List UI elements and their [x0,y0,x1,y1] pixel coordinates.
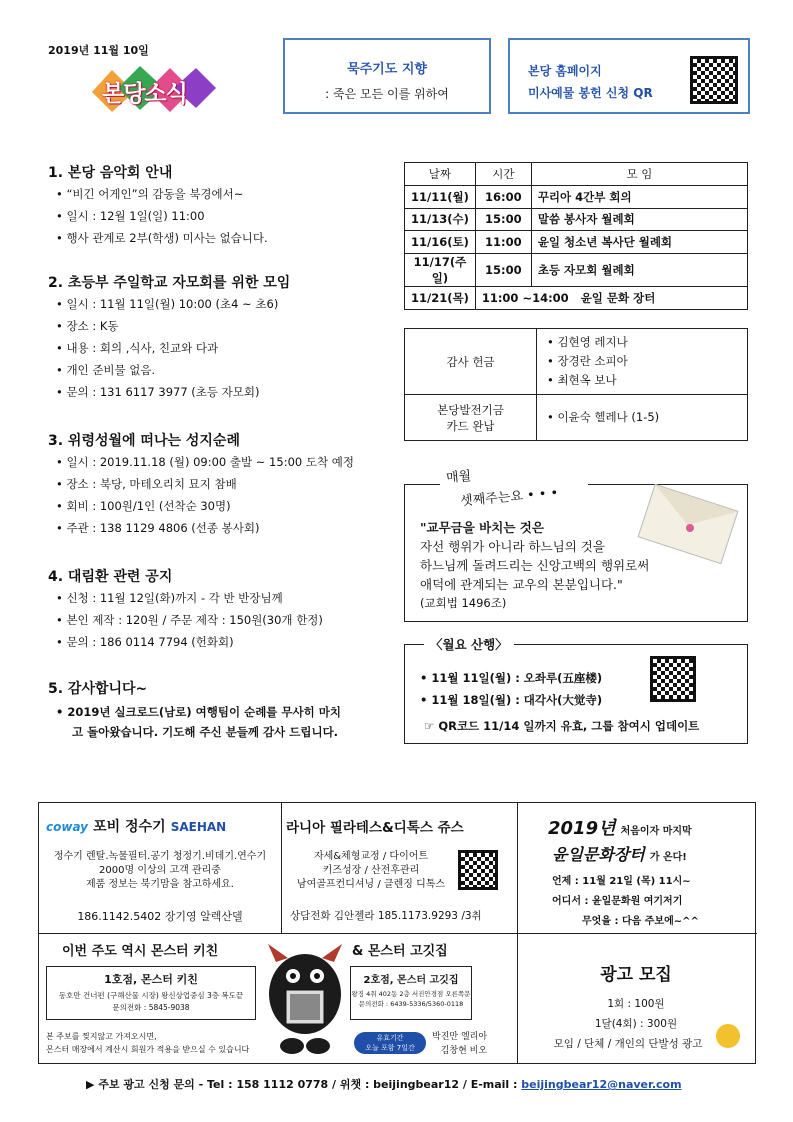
pilates-contact: 상담전화 김안젤라 185.1173.9293 /3취 [290,910,482,922]
tithe-heading-line2: 셋째주는요 • • • [459,485,559,510]
heart-icon [686,524,694,532]
coway-contact: 186.1142.5402 장기영 알렉산델 [77,910,243,923]
list-item: • 11월 18일(월) : 대각사(大觉寺) [420,693,603,707]
fund-names [537,395,748,441]
monster-title2: & 몬스터 고깃집 [352,944,448,959]
coway-desc [40,850,280,892]
quote-line: "교무금을 바치는 것은 [420,520,544,535]
monster-note-line: 본 주보를 찢지않고 가져오시면, [46,1032,157,1041]
list-item: • 일시 : 12월 1일(일) 11:00 [56,208,205,224]
recruit-title: 광고 모집 [600,965,672,985]
shop2-tel: 문의전화 : 6439-5336/5360-0118 [358,1000,464,1008]
section-title-thanks: 5. 감사합니다~ [48,681,148,697]
hiking-title: 〈월요 산행〉 [424,635,514,653]
homepage-line2: 미사예물 봉헌 신청 QR [528,86,653,100]
festival-when: 언제 : 11월 21일 (목) 11시~ [552,876,691,887]
table-header-row [405,163,748,186]
cell-time: 15:00 [475,254,531,287]
list-item: • 2019년 실크로드(남로) 여행팀이 순례를 무사히 마치 [56,704,341,720]
list-item: • 11월 11일(월) : 오좌루(五座楼) [420,671,603,685]
cell-date: 11/21(목) [405,287,476,310]
cell-meeting: 말씀 봉사자 월례회 [531,208,747,231]
thanks-table [404,328,748,441]
list-item: • 주관 : 138 1129 4806 (선종 봉사회) [56,520,259,536]
list-item: • 이윤숙 헬레나 (1-5) [547,410,660,424]
list-item: • 행사 관계로 2부(학생) 미사는 없습니다. [56,230,268,246]
monster-title1: 이번 주도 역시 몬스터 키친 [62,944,219,959]
footer-contact [86,1076,682,1092]
coway-line: 제품 정보는 북기맘을 참고하세요. [86,879,234,890]
list-item: • 장소 : K동 [56,318,119,334]
recruit-price2: 1달(4회) : 300원 [594,1018,678,1030]
festival-what: 무엇을 : 다음 주보에~^^ [582,916,699,927]
prayer-subtitle: : 죽은 모든 이를 위하여 [325,87,449,101]
list-item: • 일시 : 2019.11.18 (월) 09:00 출발 ~ 15:00 도착 예정 [56,454,354,470]
quote-line: 자선 행위가 아니라 하느님의 것을 [420,539,605,554]
list-item: • 내용 : 회의 ,식사, 친교와 다과 [56,340,218,356]
monster-note-line: 몬스터 매장에서 계산시 회원가 적용을 받으실 수 있습니다 [46,1045,250,1054]
monster-mascot-icon [262,944,348,1056]
list-item: • 회비 : 100원/1인 (선착순 30명) [56,498,231,514]
footer-email-link[interactable]: beijingbear12@naver.com [521,1078,682,1091]
shop2-name: 2호점, 몬스터 고깃집 [363,975,459,986]
cell-time: 11:00 ~14:00 [481,291,569,306]
shop1-name: 1호점, 몬스터 키친 [104,973,198,986]
bulletin-date: 2019년 11월 10일 [48,44,149,57]
validity-badge [354,1032,426,1054]
cell-date: 11/11(월) [405,185,476,208]
list-item: • “비긴 어게인”의 감동을 북경에서~ [56,186,243,202]
owner-name: 김창현 비오 [440,1046,488,1056]
monster-owners [432,1030,487,1058]
cell-date: 11/17(주일) [405,254,476,287]
shop1-box [46,966,256,1020]
ok-hand-icon [716,1024,740,1048]
section-title-sunday-school: 2. 초등부 주일학교 자모회를 위한 모임 [48,275,291,291]
cell-meeting: 윤일 문화 장터 [580,291,656,306]
list-item: • 장소 : 북당, 마테오리치 묘지 참배 [56,476,237,492]
cell-meeting: 초등 자모회 월례회 [531,254,747,287]
festival-name: 윤일문화장터 [552,845,645,864]
prayer-title: 묵주기도 지향 [347,62,427,77]
list-item: • 문의 : 131 6117 3977 (초등 자모회) [56,384,259,400]
festival-coming: 가 온다! [649,852,687,863]
pilates-qr-icon[interactable] [458,850,498,890]
cell-time: 15:00 [475,208,531,231]
shop2-box [350,966,472,1020]
cell-time: 16:00 [475,185,531,208]
hiking-qr-icon[interactable] [650,656,696,702]
quote-source: (교회법 1496조) [420,596,507,610]
recruit-price1: 1회 : 100원 [607,998,665,1010]
festival-where: 어디서 : 윤일문화원 여기저기 [552,896,683,907]
table-row [405,231,748,254]
cell-time-meeting [475,287,747,310]
logo-text: 본당소식 [102,81,187,107]
list-item: • 일시 : 11월 11일(월) 10:00 (초4 ~ 초6) [56,296,278,312]
pilates-line: 키즈성장 / 산전후관리 [322,865,420,876]
thanks-label: 감사 헌금 [405,329,537,395]
fund-label [405,395,537,441]
validity-line: 오늘 포함 7일간 [365,1044,415,1052]
cell-date: 11/13(수) [405,208,476,231]
list-item: • 신청 : 11월 12일(화)까지 - 각 반 반장님께 [56,590,283,606]
monster-note [46,1030,249,1056]
bulletin-logo [88,62,218,114]
owner-name: 박진만 엘리아 [432,1032,488,1042]
quote-line: 애덕에 관계되는 교우의 본분입니다." [420,577,623,592]
coway-ad [46,816,276,836]
coway-logo: coway [46,820,88,834]
validity-line: 유효기간 [376,1034,404,1042]
recruit-target: 모임 / 단체 / 개인의 단발성 광고 [553,1038,703,1050]
festival-year: 2019년 [548,818,616,839]
list-item: • 장경란 소피아 [547,354,628,368]
section-title-advent-wreath: 4. 대림환 관련 공지 [48,569,173,585]
mass-offering-qr-icon[interactable] [690,56,738,104]
list-item: • 개인 준비물 없음. [56,362,155,378]
prayer-intention-box [283,38,491,114]
shop1-tel: 문의전화 : 5845-9038 [112,1003,190,1012]
thanks-names [537,329,748,395]
fund-label-line1: 본당발전기금 [437,402,504,417]
fund-label-line2: 카드 완납 [446,418,495,433]
list-item-continued: 고 돌아왔습니다. 기도해 주신 분들께 감사 드립니다. [72,725,339,739]
table-row [405,185,748,208]
shop2-address: 왕징 4취 402동 2층 서진안경점 오른쪽문 [351,990,471,998]
list-item: • 최현옥 보나 [547,373,617,387]
table-row [405,208,748,231]
festival-tagline: 처음이자 마지막 [620,826,692,837]
table-row [405,287,748,310]
shop1-address: 동호만 건너편 (구해산물 시장) 왕신상업중심 3층 복도끝 [58,991,244,1000]
cell-time: 11:00 [475,231,531,254]
pilates-title: 라니아 필라테스&디톡스 쥬스 [286,820,464,836]
col-date: 날짜 [405,163,476,186]
table-row [405,395,748,441]
coway-line: 정수기 렌탈.녹물필터.공기 청정기.비데기.연수기 [53,851,267,862]
table-row [405,254,748,287]
coway-line: 2000명 이상의 고객 관리중 [99,865,221,876]
tithe-heading [440,466,588,510]
list-item: • 김현영 레지나 [547,335,628,349]
section-title-concert: 1. 본당 음악회 안내 [48,165,173,181]
tithe-quote [420,518,649,613]
list-item: • 본인 제작 : 120원 / 주문 제작 : 150원(30개 한정) [56,612,323,628]
section-title-pilgrimage: 3. 위령성월에 떠나는 성지순례 [48,433,240,449]
col-time: 시간 [475,163,531,186]
schedule-table [404,162,748,310]
pilates-desc [286,850,456,892]
tithe-heading-line1: 매월 [445,468,472,487]
cell-meeting: 윤일 청소년 복사단 월례회 [531,231,747,254]
quote-line: 하느님께 돌려드리는 신앙고백의 행위로써 [420,558,650,573]
cell-date: 11/16(토) [405,231,476,254]
pilates-line: 자세&체형교정 / 다이어트 [313,851,429,862]
list-item: • 문의 : 186 0114 7794 (헌화회) [56,634,234,650]
footer-text: ▶ 주보 광고 신청 문의 - Tel : 158 1112 0778 / 위챗 : beijingbear12 / E-mail : [86,1078,522,1091]
saehan-logo: SAEHAN [170,820,227,834]
table-row [405,329,748,395]
cell-meeting: 꾸리아 4간부 회의 [531,185,747,208]
coway-title: 포비 정수기 [93,819,166,835]
col-meeting: 모 임 [531,163,747,186]
festival-ad-line2 [552,842,687,865]
pilates-line: 남여골프컨디셔닝 / 클렌징 디톡스 [296,879,446,890]
festival-ad-line1 [548,814,692,840]
hiking-note: ☞ QR코드 11/14 일까지 유효, 그룹 참여시 업데이트 [424,719,700,733]
homepage-line1: 본당 홈페이지 [528,64,602,78]
